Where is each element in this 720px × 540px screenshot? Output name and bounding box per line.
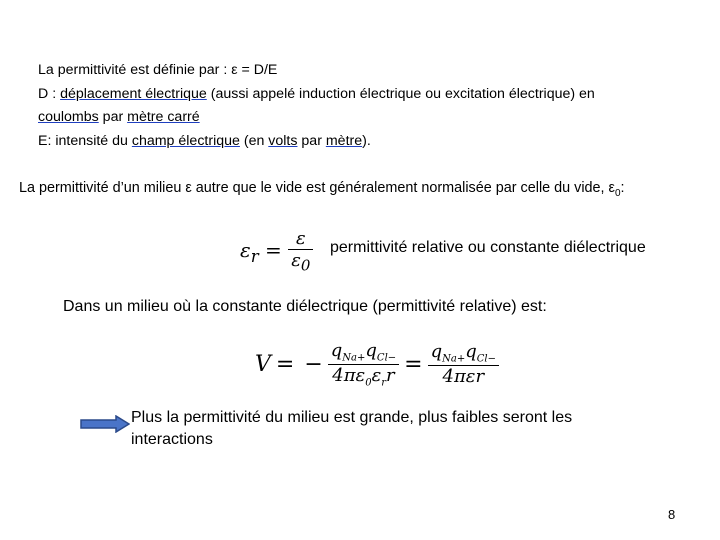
coulomb-equation: V = − $\frac{q_{Na+}q_{Cl-}}{4\pi\varepsilon_0\varepsilon_rr}$ = $\frac{q_{Na+}q_{Cl-}}{\text{4πεr}}$	[255, 340, 499, 388]
link-metre-carre[interactable]: mètre carré	[127, 109, 200, 125]
relative-permittivity-label: permittivité relative ou constante diélectrique	[330, 239, 646, 256]
link-volts[interactable]: volts	[268, 132, 298, 149]
link-deplacement-electrique[interactable]: déplacement électrique	[60, 85, 207, 102]
definition-d-units: coulombs par mètre carré	[38, 109, 200, 125]
coulomb-fraction-2: $\frac{q_{Na+}q_{Cl-}}{\text{4πεr}}$	[428, 341, 499, 387]
page-number: 8	[668, 507, 676, 522]
definition-d: D : déplacement électrique (aussi appelé induction électrique ou excitation électrique) en	[38, 85, 595, 102]
definition-e: E: intensité du champ électrique (en volts par mètre).	[38, 132, 371, 149]
link-coulombs[interactable]: coulombs	[38, 109, 99, 125]
relative-permittivity-equation: $\varepsilon_r$ = $\frac{\varepsilon}{\varepsilon_0}$	[240, 228, 313, 275]
medium-text: Dans un milieu où la constante diélectrique (permittivité relative) est:	[63, 298, 547, 315]
link-champ-electrique[interactable]: champ électrique	[131, 132, 240, 149]
definitions-block	[38, 59, 708, 153]
normalisation-text: La permittivité d’un milieu ε autre que le vide est généralement normalisée par celle du vide, $\varepsilon_0$:	[19, 180, 625, 199]
coulomb-fraction-1: $\frac{q_{Na+}q_{Cl-}}{4\pi\varepsilon_0\varepsilon_rr}$	[328, 340, 399, 388]
relative-permittivity-fraction: $\frac{\varepsilon}{\varepsilon_0}$	[288, 228, 313, 275]
definition-permittivity: La permittivité est définie par : ε = D/E	[38, 62, 278, 78]
conclusion-text: Plus la permittivité du milieu est grande, plus faibles seront les interactions	[131, 409, 573, 448]
link-metre[interactable]: mètre	[325, 132, 363, 149]
right-arrow-icon	[80, 415, 130, 433]
